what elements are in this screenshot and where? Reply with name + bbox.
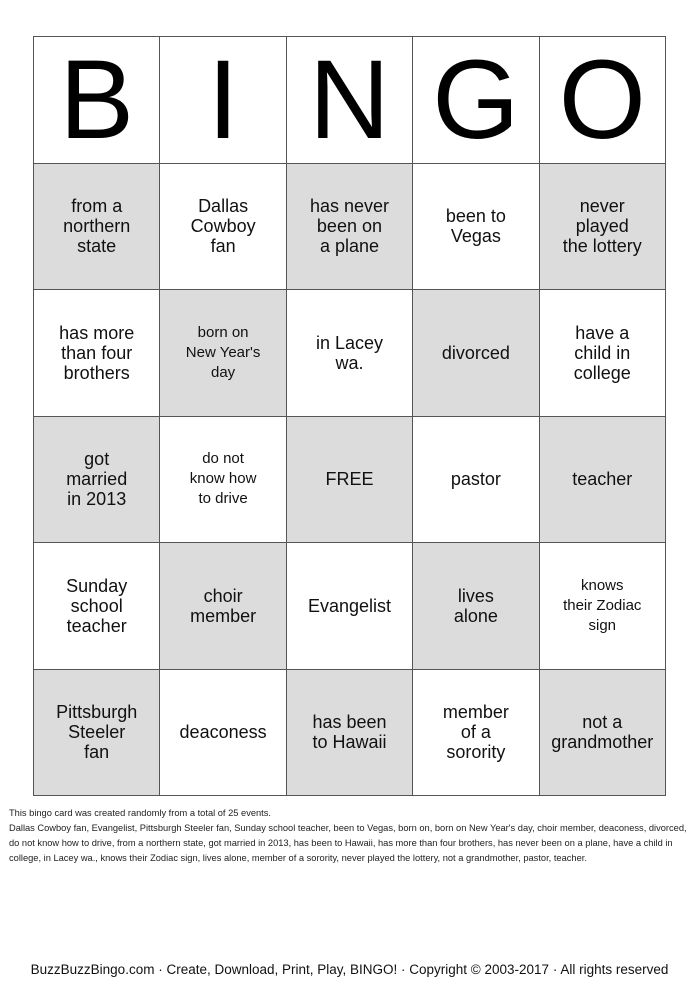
bingo-cell-text: from a northern state <box>63 196 131 257</box>
grid-row <box>34 163 666 290</box>
bingo-cell <box>286 543 412 670</box>
bingo-cell <box>539 163 665 290</box>
bingo-cell-text: deaconess <box>179 722 267 743</box>
bingo-cell-text: lives alone <box>453 585 498 626</box>
grid-row <box>34 543 666 670</box>
bingo-cell-text: teacher <box>572 469 633 490</box>
grid-row <box>34 416 666 543</box>
bingo-grid <box>34 163 666 796</box>
header-letter-n: N <box>286 37 412 164</box>
bingo-cell <box>286 290 412 417</box>
card-info <box>9 806 693 866</box>
bingo-cell-text: has more than four brothers <box>59 322 135 383</box>
bingo-cell <box>539 669 665 796</box>
bingo-cell-text: been to Vegas <box>445 206 506 247</box>
bingo-cell-text: member of a sorority <box>442 702 509 763</box>
bingo-cell <box>413 163 539 290</box>
bingo-cell <box>34 163 160 290</box>
bingo-cell-text: got married in 2013 <box>66 449 128 510</box>
bingo-cell-text: pastor <box>450 469 501 490</box>
bingo-cell-text: Pittsburgh Steeler fan <box>56 702 138 763</box>
bingo-cell <box>160 416 286 543</box>
bingo-cell-text: has never been on a plane <box>309 196 389 257</box>
bingo-cell <box>539 290 665 417</box>
bingo-cell <box>34 416 160 543</box>
header-letter-b: B <box>34 37 160 164</box>
bingo-cell <box>34 290 160 417</box>
grid-row <box>34 669 666 796</box>
bingo-cell <box>413 290 539 417</box>
bingo-cell <box>286 669 412 796</box>
bingo-cell <box>160 290 286 417</box>
bingo-cell <box>160 669 286 796</box>
bingo-cell-text: not a grandmother <box>551 712 654 753</box>
bingo-cell-text: born on New Year's day <box>185 323 261 381</box>
bingo-cell-text: knows their Zodiac sign <box>563 576 642 634</box>
bingo-cell-text: do not know how to drive <box>189 450 257 508</box>
bingo-cell <box>413 416 539 543</box>
bingo-cell-text: never played the lottery <box>562 196 642 257</box>
bingo-cell-text: FREE <box>325 469 374 490</box>
bingo-cell-text: Evangelist <box>307 595 391 616</box>
bingo-cell <box>539 416 665 543</box>
bingo-cell-text: Dallas Cowboy fan <box>190 196 256 257</box>
footer-copyright: BuzzBuzzBingo.com · Create, Download, Print, Play, BINGO! · Copyright © 2003-2017 · All rights reserved <box>30 962 669 977</box>
bingo-cell <box>34 669 160 796</box>
bingo-cell-text: Sunday school teacher <box>66 575 128 636</box>
header-letter-i: I <box>160 37 286 164</box>
info-summary: This bingo card was created randomly from a total of 25 events. <box>9 808 271 818</box>
bingo-cell-text: choir member <box>190 585 257 626</box>
bingo-cell-text: divorced <box>441 342 510 363</box>
bingo-cell-text: has been to Hawaii <box>312 712 387 753</box>
bingo-cell <box>34 543 160 670</box>
bingo-cell-text: in Lacey wa. <box>315 332 383 373</box>
grid-row <box>34 290 666 417</box>
bingo-cell <box>286 163 412 290</box>
bingo-cell <box>286 416 412 543</box>
bingo-cell-text: have a child in college <box>573 322 631 383</box>
bingo-cell <box>160 163 286 290</box>
header-letter-g: G <box>413 37 539 164</box>
bingo-cell <box>539 543 665 670</box>
bingo-cell <box>413 543 539 670</box>
bingo-card <box>33 36 666 796</box>
bingo-cell <box>413 669 539 796</box>
header-row <box>34 37 666 164</box>
bingo-cell <box>160 543 286 670</box>
header-letter-o: O <box>539 37 665 164</box>
info-events-list: Dallas Cowboy fan, Evangelist, Pittsburgh Steeler fan, Sunday school teacher, been to Vegas, born on, born on New Year's day, choir member, deaconess, divorced, do not know how to drive, from a northern state, got married in 2013, has been to Hawaii, has more than four brothers, has never been on a plane, have a child in college, in Lacey wa., knows their Zodiac sign, lives alone, member of a sorority, never played the lottery, not a grandmother, pastor, teacher. <box>9 823 687 863</box>
